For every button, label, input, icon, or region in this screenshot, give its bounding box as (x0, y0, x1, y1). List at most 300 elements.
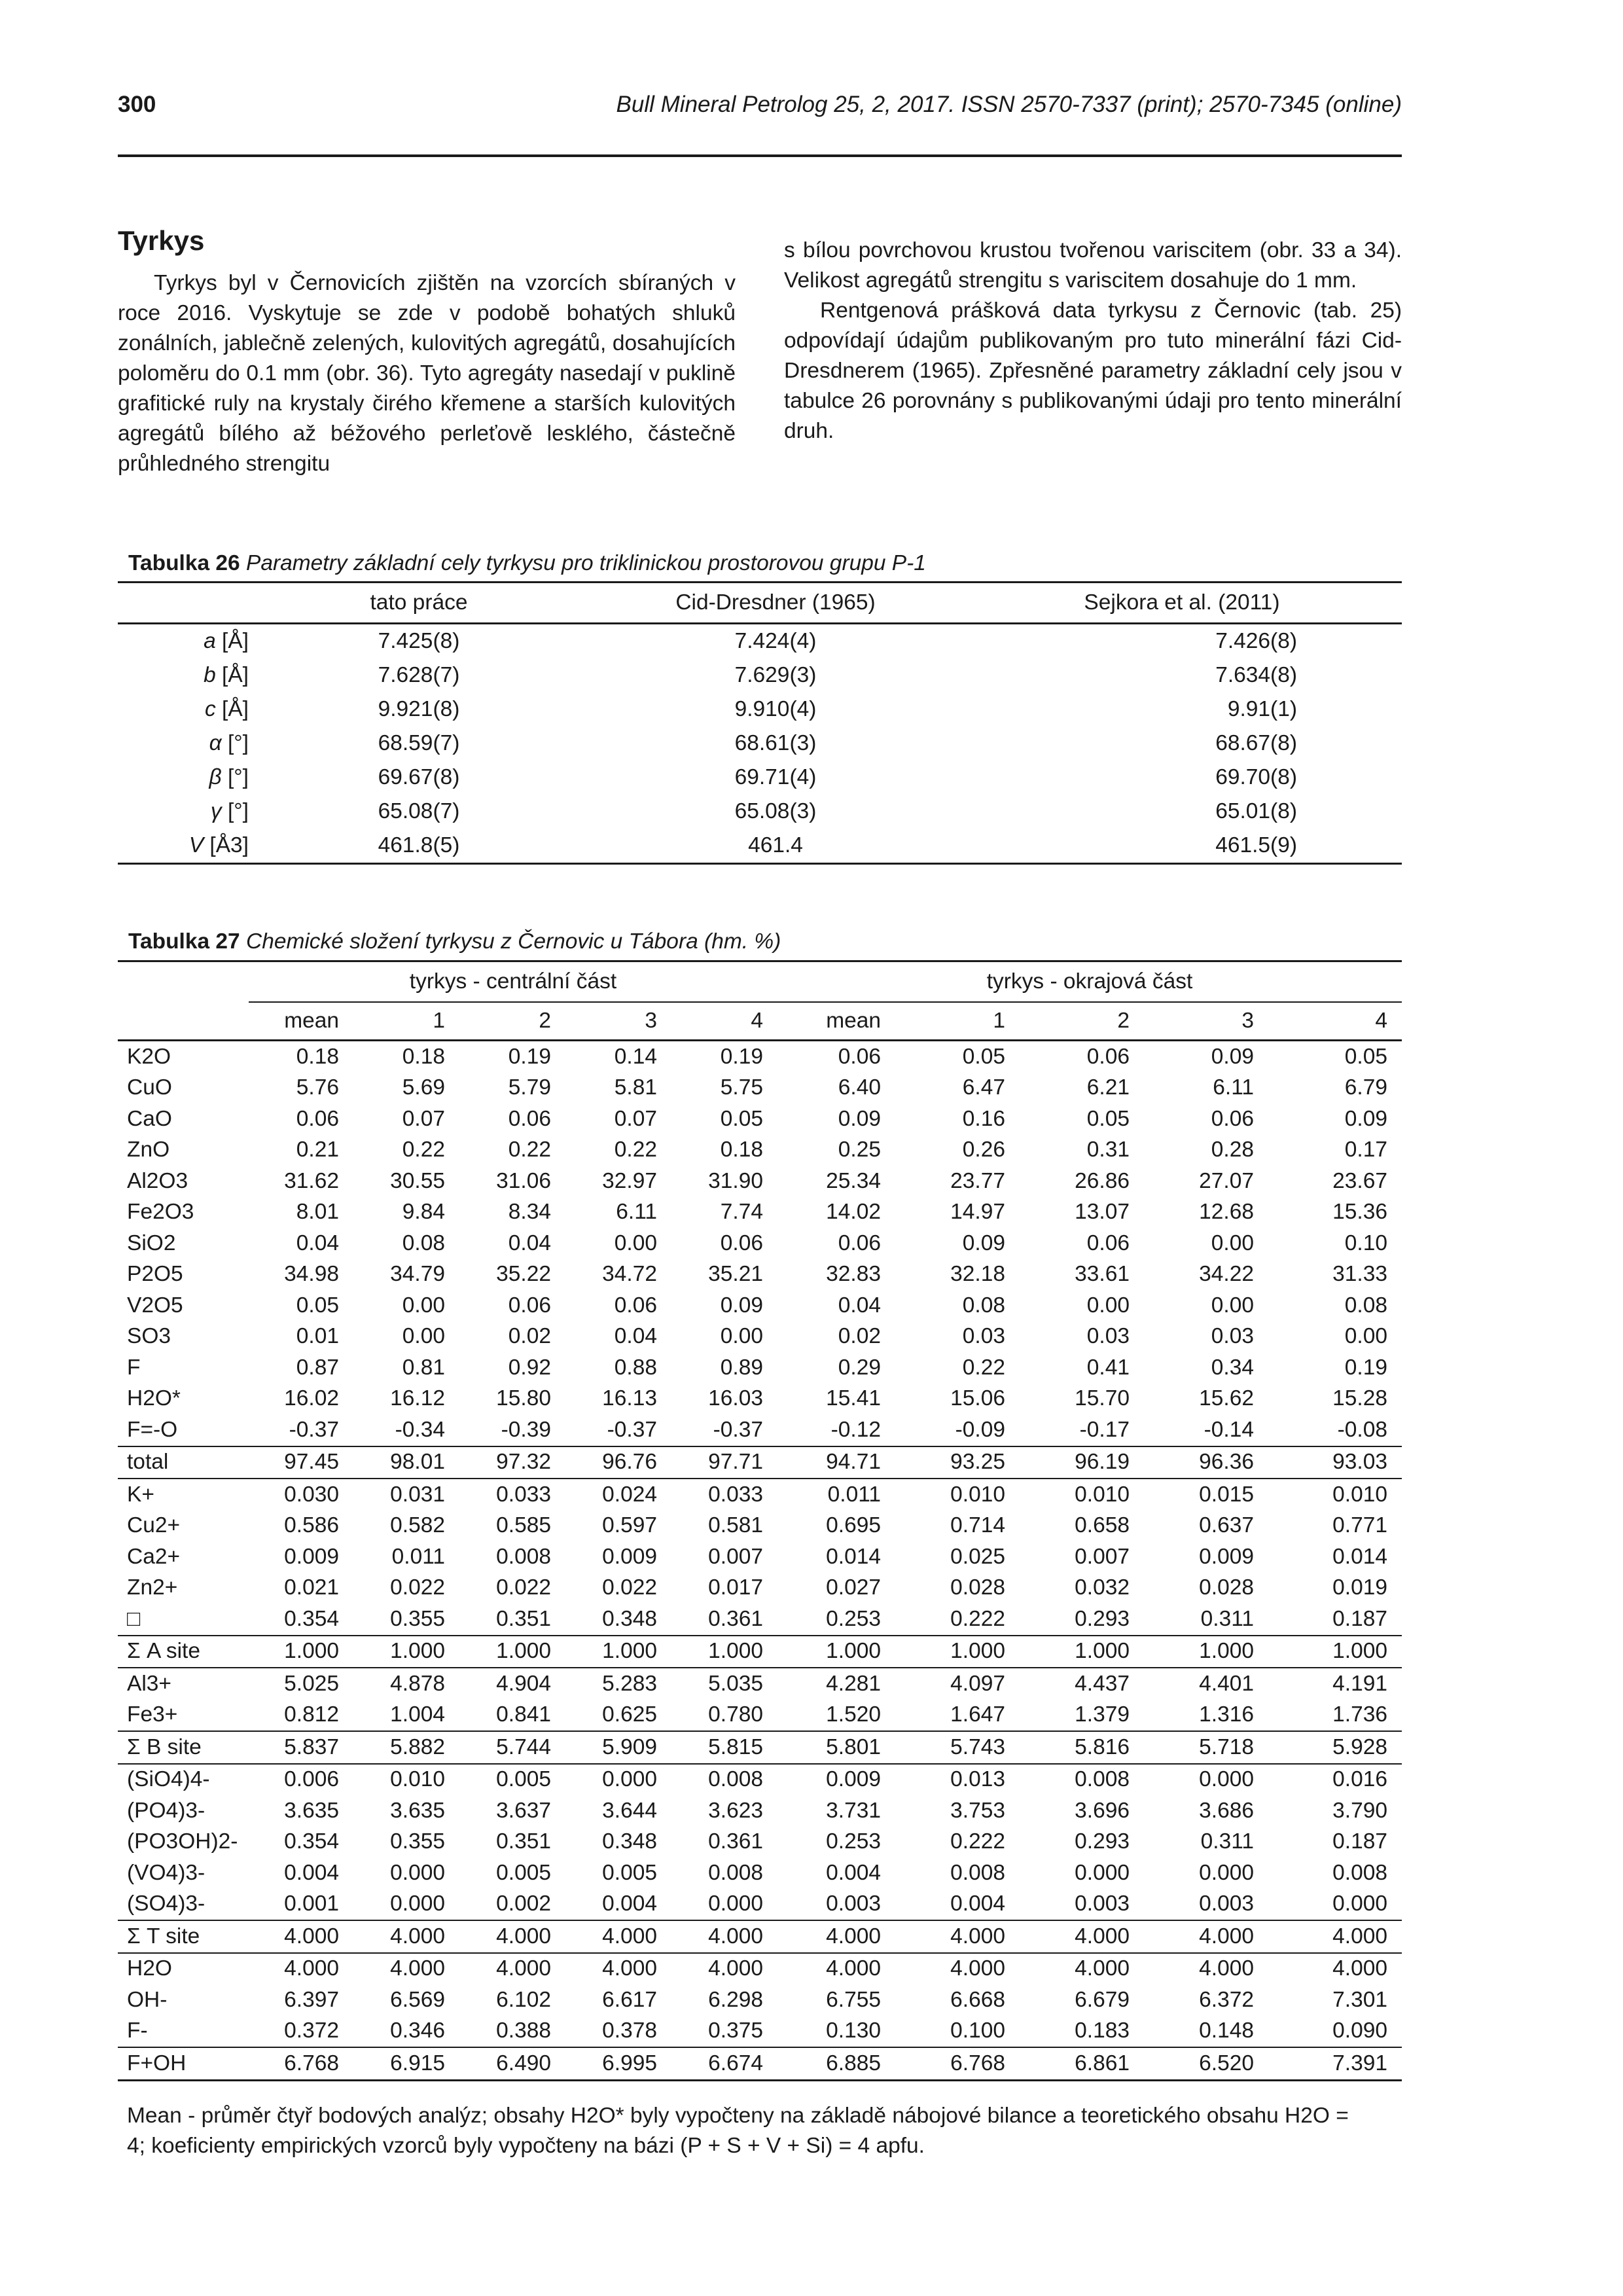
table27-cell: 0.04 (838, 1293, 881, 1318)
table27-cell: 0.006 (249, 1764, 353, 1796)
table27-cell: 97.71 (671, 1446, 777, 1479)
table27-cell: 0.000 (1075, 1860, 1130, 1885)
table26-col-header: tato práce (249, 583, 589, 624)
table27-cell: 0.08 (402, 1230, 445, 1255)
table27-cell: 5.909 (565, 1731, 671, 1764)
table27-cell: 13.07 (1075, 1200, 1130, 1225)
table27-row (118, 1827, 1402, 1858)
table27-cell: 0.009 (777, 1764, 895, 1796)
table27-cell: 0.009 (1199, 1544, 1254, 1569)
table27-cell: 0.222 (950, 1829, 1005, 1854)
table27-cell: 0.017 (708, 1575, 763, 1600)
table27-cell: 0.000 (390, 1892, 445, 1916)
table27-cell: 5.283 (565, 1668, 671, 1700)
table27-cell: 0.22 (402, 1138, 445, 1162)
table27-row (118, 1541, 1402, 1573)
table27-cell: 0.148 (1199, 2018, 1254, 2043)
table27-row (118, 1604, 1402, 1636)
table27-cell: -0.37 (713, 1417, 763, 1442)
table27-cell: 0.027 (826, 1575, 881, 1600)
table27-cell: 0.021 (284, 1575, 339, 1600)
table27-cell: 0.07 (402, 1106, 445, 1131)
table27-cell: 0.00 (402, 1293, 445, 1318)
table27-cell: 0.581 (708, 1513, 763, 1538)
table27-row (118, 1290, 1402, 1321)
table26-cell: 65.01(8) (1215, 799, 1297, 823)
table27-cell: 4.437 (1020, 1668, 1144, 1700)
table27-cell: 4.878 (353, 1668, 459, 1700)
table27-cell: 0.354 (284, 1606, 339, 1631)
paragraph-1-continuation: s bílou povrchovou krustou tvořenou variscitem (obr. 33 a 34). Velikost agregátů strengitu s variscitem dosahuje do 1 mm. (784, 238, 1402, 293)
table27-cell: 0.008 (950, 1860, 1005, 1885)
table27-subheader-cell: 2 (1020, 1002, 1144, 1041)
table27-cell: 0.311 (1200, 1606, 1254, 1631)
table27-cell: 0.354 (284, 1829, 339, 1854)
table27-cell: 0.004 (602, 1892, 657, 1916)
table26-cell: 68.59(7) (378, 731, 460, 755)
table27-row-label: F=-O (127, 1417, 178, 1442)
table27-cell: 5.882 (353, 1731, 459, 1764)
table27-cell: 3.635 (390, 1798, 445, 1823)
table27-cell: 0.346 (390, 2018, 445, 2043)
table27-cell: 0.19 (1344, 1355, 1387, 1380)
table27-cell: 25.34 (826, 1168, 881, 1193)
table27-row (118, 1636, 1402, 1668)
table27-cell: 4.000 (459, 1920, 565, 1953)
table27-row (118, 1984, 1402, 2016)
table27-cell: 1.000 (353, 1636, 459, 1668)
table27-cell: 0.351 (496, 1606, 551, 1631)
table26-corner (118, 583, 249, 624)
table27-cell: 3.790 (1332, 1798, 1387, 1823)
table-26 (118, 581, 1402, 865)
table27-cell: 34.98 (284, 1262, 339, 1287)
table27-cell: 0.014 (826, 1544, 881, 1569)
table26-param: V [Å3] (118, 829, 249, 864)
table27-cell: 6.11 (616, 1200, 657, 1225)
table27-cell: 3.635 (284, 1798, 339, 1823)
table27-cell: 0.02 (508, 1324, 551, 1349)
table27-cell: 3.644 (602, 1798, 657, 1823)
table27-cell: 5.025 (249, 1668, 353, 1700)
table27-cell: 0.04 (296, 1230, 339, 1255)
table27-row (118, 1953, 1402, 1985)
table26-cell: 7.628(7) (378, 663, 460, 687)
paragraph-1: Tyrkys byl v Černovicích zjištěn na vzorcích sbíraných v roce 2016. Vyskytuje se zde v podobě bohatých shluků zonálních, jablečně zelených, kulovitých agregátů, dosahujících poloměru do 0.1 mm (obr. 36). Tyto agregáty nasedají v puklině grafitické ruly na krystaly čirého křemene a starších kulovitých agregátů bílého až béžového perleťově lesklého, částečně průhledného strengitu (118, 271, 736, 476)
table27-cell: 5.744 (459, 1731, 565, 1764)
table27-cell: 0.013 (895, 1764, 1020, 1796)
table27-row-label: SO3 (127, 1324, 171, 1349)
table27-cell: 5.801 (777, 1731, 895, 1764)
table27-cell: 0.22 (508, 1138, 551, 1162)
table27-cell: 0.022 (390, 1575, 445, 1600)
table27-cell: 0.005 (496, 1860, 551, 1885)
table26-cell: 9.921(8) (378, 697, 460, 721)
table27-cell: 0.019 (1332, 1575, 1387, 1600)
table27-cell: 0.05 (296, 1293, 339, 1318)
table27-row (118, 1166, 1402, 1197)
table27-cell: 0.06 (508, 1106, 551, 1131)
table27-cell: 0.06 (508, 1293, 551, 1318)
table27-cell: 0.004 (950, 1892, 1005, 1916)
table27-row (118, 1668, 1402, 1700)
table27-cell: 97.32 (459, 1446, 565, 1479)
table26-header (118, 583, 1402, 624)
table27-cell: 26.86 (1075, 1168, 1130, 1193)
table27-cell: 0.05 (1344, 1044, 1387, 1069)
table27-cell: 0.19 (508, 1044, 551, 1069)
table27-cell: 0.88 (614, 1355, 657, 1380)
table27-cell: 23.77 (950, 1168, 1005, 1193)
table27-cell: 0.00 (614, 1230, 657, 1255)
table27-cell: 0.008 (1020, 1764, 1144, 1796)
table26-param: a [Å] (204, 629, 249, 653)
table27-cell: 96.19 (1020, 1446, 1144, 1479)
table27-row-label: Fe3+ (127, 1702, 178, 1727)
table27-cell: 0.100 (950, 2018, 1005, 2043)
table26-cell: 7.629(3) (734, 663, 817, 687)
table26-row (118, 726, 1402, 761)
table27-cell: 16.02 (284, 1386, 339, 1411)
table27-cell: 4.000 (249, 1920, 353, 1953)
table26-row (118, 829, 1402, 864)
table27-cell: 1.000 (1020, 1636, 1144, 1668)
table27-cell: -0.14 (1204, 1417, 1254, 1442)
table27-cell: 0.00 (1211, 1293, 1254, 1318)
table27-cell: 7.301 (1332, 1987, 1387, 2012)
table27-cell: 15.80 (496, 1386, 551, 1411)
table27-row (118, 2016, 1402, 2048)
table27-row-label: Cu2+ (127, 1513, 181, 1538)
table27-cell: 16.03 (708, 1386, 763, 1411)
table27-cell: 0.18 (720, 1138, 763, 1162)
table27-row-label: K+ (118, 1479, 249, 1511)
table27-group-central: tyrkys - centrální část (249, 961, 777, 1003)
table27-row (118, 1073, 1402, 1104)
table26-cell: 69.71(4) (734, 765, 817, 789)
table27-cell: 6.490 (459, 2047, 565, 2080)
table27-cell: 0.030 (249, 1479, 353, 1511)
table27-cell: 0.34 (1211, 1355, 1254, 1380)
table27-cell: 0.348 (602, 1606, 657, 1631)
table27-row-label: P2O5 (127, 1262, 183, 1287)
table27-row-label: Σ T site (118, 1920, 249, 1953)
table27-cell: 0.06 (296, 1106, 339, 1131)
table27-cell: 7.391 (1268, 2047, 1402, 2080)
table27-cell: 6.668 (950, 1987, 1005, 2012)
table27-cell: 15.41 (826, 1386, 881, 1411)
table27-cell: 0.015 (1144, 1479, 1268, 1511)
table27-cell: 0.028 (1199, 1575, 1254, 1600)
table27-row (118, 1135, 1402, 1166)
table27-cell: 0.187 (1332, 1606, 1387, 1631)
table27-cell: 0.09 (838, 1106, 881, 1131)
table27-cell: 0.09 (1211, 1044, 1254, 1069)
table27-cell: 4.097 (895, 1668, 1020, 1700)
table27-row (118, 2047, 1402, 2080)
table27-row-label: Al2O3 (127, 1168, 188, 1193)
table27-cell: 0.187 (1332, 1829, 1387, 1854)
table27-cell: 0.388 (496, 2018, 551, 2043)
table27-row-label: Fe2O3 (127, 1200, 194, 1225)
table27-row-label: Al3+ (118, 1668, 249, 1700)
table26-cell: 69.67(8) (378, 765, 460, 789)
table27-row-label: CuO (127, 1075, 172, 1100)
table27-cell: 96.76 (565, 1446, 671, 1479)
table27-cell: 34.79 (390, 1262, 445, 1287)
table27-cell: 5.76 (296, 1075, 339, 1100)
table26-cell: 461.4 (589, 829, 962, 864)
table27-cell: 0.355 (390, 1829, 445, 1854)
table27-cell: 0.348 (602, 1829, 657, 1854)
table27-cell: 0.00 (720, 1324, 763, 1349)
table27-cell: 0.000 (1199, 1860, 1254, 1885)
table27-cell: 5.75 (720, 1075, 763, 1100)
table27-cell: 0.007 (1075, 1544, 1130, 1569)
table27-cell: 0.92 (508, 1355, 551, 1380)
table27-cell: 0.00 (1344, 1324, 1387, 1349)
table27-row (118, 1764, 1402, 1796)
right-column (784, 236, 1402, 446)
table26-cell: 461.5(9) (962, 829, 1402, 864)
table27-cell: 0.004 (284, 1860, 339, 1885)
table27-cell: 0.07 (614, 1106, 657, 1131)
table27-cell: 6.102 (496, 1987, 551, 2012)
table27-cell: 0.010 (895, 1479, 1020, 1511)
table26-cell: 7.634(8) (1215, 663, 1297, 687)
table27-cell: 5.837 (249, 1731, 353, 1764)
table27-cell: 0.06 (614, 1293, 657, 1318)
table26-cell: 7.424(4) (734, 629, 817, 653)
table27-subheader-cell: 4 (1268, 1002, 1402, 1041)
table27-cell: 5.718 (1144, 1731, 1268, 1764)
table27-cell: 5.928 (1268, 1731, 1402, 1764)
table27-cell: 0.582 (390, 1513, 445, 1538)
table27-row-label: total (118, 1446, 249, 1479)
table26-label: Tabulka 26 (128, 551, 240, 575)
table27-cell: 6.768 (895, 2047, 1020, 2080)
table27-cell: 23.67 (1332, 1168, 1387, 1193)
table27-cell: 0.625 (602, 1702, 657, 1727)
table27-cell: 0.29 (838, 1355, 881, 1380)
table27-cell: 0.355 (390, 1606, 445, 1631)
table27-cell: 1.316 (1199, 1702, 1254, 1727)
table27-subheader-cell: 2 (459, 1002, 565, 1041)
table27-row-label: (SO4)3- (127, 1892, 205, 1916)
table27-cell: 1.000 (459, 1636, 565, 1668)
table27-cell: 0.25 (838, 1138, 881, 1162)
table26-title: Parametry základní cely tyrkysu pro triklinickou prostorovou grupu P-1 (246, 551, 926, 575)
table27-corner (118, 961, 249, 1003)
table27-cell: 0.008 (1332, 1860, 1387, 1885)
table27-cell: 0.005 (459, 1764, 565, 1796)
table27-cell: 4.000 (459, 1953, 565, 1985)
table26-param: b [Å] (204, 663, 249, 687)
table27-cell: 0.841 (496, 1702, 551, 1727)
table26-cell: 7.425(8) (378, 629, 460, 653)
table27-cell: 6.79 (1344, 1075, 1387, 1100)
table27-row-label: ZnO (127, 1138, 170, 1162)
table27-cell: 32.18 (950, 1262, 1005, 1287)
table27-cell: 0.21 (296, 1138, 339, 1162)
table27-cell: 27.07 (1199, 1168, 1254, 1193)
table26-cell: 7.426(8) (1215, 629, 1297, 653)
table27-cell: 4.000 (249, 1953, 353, 1985)
table27-cell: 0.05 (1086, 1106, 1130, 1131)
table27-row-label: (PO3OH)2- (127, 1829, 238, 1854)
table27-cell: 8.34 (508, 1200, 551, 1225)
table27-cell: 4.000 (1268, 1953, 1402, 1985)
table27-caption (128, 929, 781, 954)
table27-cell: 4.000 (1020, 1920, 1144, 1953)
table27-cell: 35.22 (496, 1262, 551, 1287)
table27-row-label: K2O (127, 1044, 171, 1069)
table27-cell: 4.000 (895, 1920, 1020, 1953)
table27-cell: 1.647 (950, 1702, 1005, 1727)
table27-cell: 5.743 (895, 1731, 1020, 1764)
table27-cell: 4.000 (777, 1953, 895, 1985)
table27-cell: 96.36 (1144, 1446, 1268, 1479)
table26-row (118, 658, 1402, 692)
table27-cell: 0.253 (826, 1829, 881, 1854)
table27-row (118, 1731, 1402, 1764)
table27-row-label: Σ A site (118, 1636, 249, 1668)
table27-cell: 0.06 (720, 1230, 763, 1255)
table27-cell: 15.36 (1332, 1200, 1387, 1225)
table27-row-label: V2O5 (127, 1293, 183, 1318)
table27-row (118, 1321, 1402, 1353)
table27-cell: 0.003 (1075, 1892, 1130, 1916)
table27-cell: 0.351 (496, 1829, 551, 1854)
table27-cell: 0.010 (353, 1764, 459, 1796)
table27-cell: 97.45 (249, 1446, 353, 1479)
table27-cell: 0.372 (284, 2018, 339, 2043)
table27-subheader-cell: 3 (1144, 1002, 1268, 1041)
table27-cell: 0.585 (496, 1513, 551, 1538)
table27-cell: 5.81 (614, 1075, 657, 1100)
table27-row-label: (PO4)3- (127, 1798, 205, 1823)
table27-cell: 0.31 (1086, 1138, 1130, 1162)
table27-cell: 16.12 (390, 1386, 445, 1411)
table27-row-label: F (127, 1355, 141, 1380)
table27-cell: 15.28 (1332, 1386, 1387, 1411)
paragraph-2: Rentgenová prášková data tyrkysu z Černovic (tab. 25) odpovídají údajům publikovaným pro tuto minerální fázi Cid-Dresdnerem (1965). Zpřesněné parametry základní cely jsou v tabulce 26 porovnány s publikovanými údaji pro tento minerální druh. (784, 298, 1402, 443)
table27-cell: 0.011 (777, 1479, 895, 1511)
table27-row (118, 1857, 1402, 1889)
table27-cell: 0.010 (1268, 1479, 1402, 1511)
table27-cell: 6.768 (249, 2047, 353, 2080)
table27-cell: 4.000 (353, 1920, 459, 1953)
table27-cell: 0.04 (614, 1324, 657, 1349)
table27-cell: 0.008 (496, 1544, 551, 1569)
table27-cell: 1.000 (671, 1636, 777, 1668)
table27-cell: 0.293 (1075, 1829, 1130, 1854)
table27-title: Chemické složení tyrkysu z Černovic u Tábora (hm. %) (246, 929, 781, 954)
table27-row (118, 1197, 1402, 1229)
table26-cell: 68.61(3) (734, 731, 817, 755)
table27-cell: 31.06 (496, 1168, 551, 1193)
table27-cell: 0.18 (296, 1044, 339, 1069)
table27-row (118, 1446, 1402, 1479)
table27-cell: 4.000 (777, 1920, 895, 1953)
table27-cell: 0.89 (720, 1355, 763, 1380)
table27-row-label: □ (127, 1606, 141, 1631)
table27-cell: 3.696 (1075, 1798, 1130, 1823)
table27-cell: 6.861 (1020, 2047, 1144, 2080)
running-head: Bull Mineral Petrolog 25, 2, 2017. ISSN 2570-7337 (print); 2570-7345 (online) (616, 92, 1402, 117)
table27-row-label: H2O (118, 1953, 249, 1985)
table27-row-label: H2O* (127, 1386, 181, 1411)
table27-cell: 0.771 (1332, 1513, 1387, 1538)
table27-cell: 0.001 (284, 1892, 339, 1916)
table27-cell: 1.379 (1075, 1702, 1130, 1727)
table26-cell: 461.8(5) (249, 829, 589, 864)
table27-row-label: (SiO4)4- (118, 1764, 249, 1796)
table27-cell: 0.003 (1199, 1892, 1254, 1916)
table27-cell: 6.617 (602, 1987, 657, 2012)
table27-cell: 0.16 (962, 1106, 1005, 1131)
table27-cell: 4.281 (777, 1668, 895, 1700)
table27-cell: 32.83 (826, 1262, 881, 1287)
table27-cell: 0.130 (826, 2018, 881, 2043)
table27-cell: 3.731 (826, 1798, 881, 1823)
table27-cell: 34.22 (1199, 1262, 1254, 1287)
table26-row (118, 761, 1402, 795)
table27-cell: 1.000 (565, 1636, 671, 1668)
table27-cell: 32.97 (602, 1168, 657, 1193)
table27-cell: 0.032 (1075, 1575, 1130, 1600)
table27-cell: 0.04 (508, 1230, 551, 1255)
table26-row (118, 692, 1402, 726)
table27-cell: 5.815 (671, 1731, 777, 1764)
table27-cell: 0.361 (708, 1829, 763, 1854)
table27-cell: 4.000 (565, 1953, 671, 1985)
table27-cell: 6.885 (777, 2047, 895, 2080)
table27-cell: 4.000 (895, 1953, 1020, 1985)
table27-row-label: Zn2+ (127, 1575, 178, 1600)
table27-cell: 0.000 (1332, 1892, 1387, 1916)
table27-group-header (118, 961, 1402, 1003)
table27-cell: 5.035 (671, 1668, 777, 1700)
table27-label: Tabulka 27 (128, 929, 240, 954)
table26-cell: 68.67(8) (1215, 731, 1297, 755)
table26-row (118, 795, 1402, 829)
table27-row (118, 1259, 1402, 1291)
table27-cell: 93.03 (1268, 1446, 1402, 1479)
table27-cell: 0.22 (962, 1355, 1005, 1380)
table27-cell: 0.000 (390, 1860, 445, 1885)
table27-cell: 0.009 (284, 1544, 339, 1569)
table27-cell: 15.70 (1075, 1386, 1130, 1411)
table27-cell: 0.06 (1211, 1106, 1254, 1131)
header-rule (118, 154, 1402, 157)
table27-cell: 4.000 (671, 1920, 777, 1953)
table27-cell: 6.995 (565, 2047, 671, 2080)
table27-cell: 4.000 (1144, 1953, 1268, 1985)
table27-cell: 0.007 (708, 1544, 763, 1569)
table27-cell: 0.024 (565, 1479, 671, 1511)
table27-row-label: CaO (127, 1106, 172, 1131)
table27-cell: 0.812 (284, 1702, 339, 1727)
table27-cell: 5.69 (402, 1075, 445, 1100)
table27-cell: -0.17 (1079, 1417, 1130, 1442)
table27-cell: 6.397 (284, 1987, 339, 2012)
table27-row-label: Ca2+ (127, 1544, 181, 1569)
table27-cell: 1.000 (895, 1636, 1020, 1668)
table27-cell: 0.01 (296, 1324, 339, 1349)
table27-row (118, 1479, 1402, 1511)
table27-cell: 0.000 (708, 1892, 763, 1916)
